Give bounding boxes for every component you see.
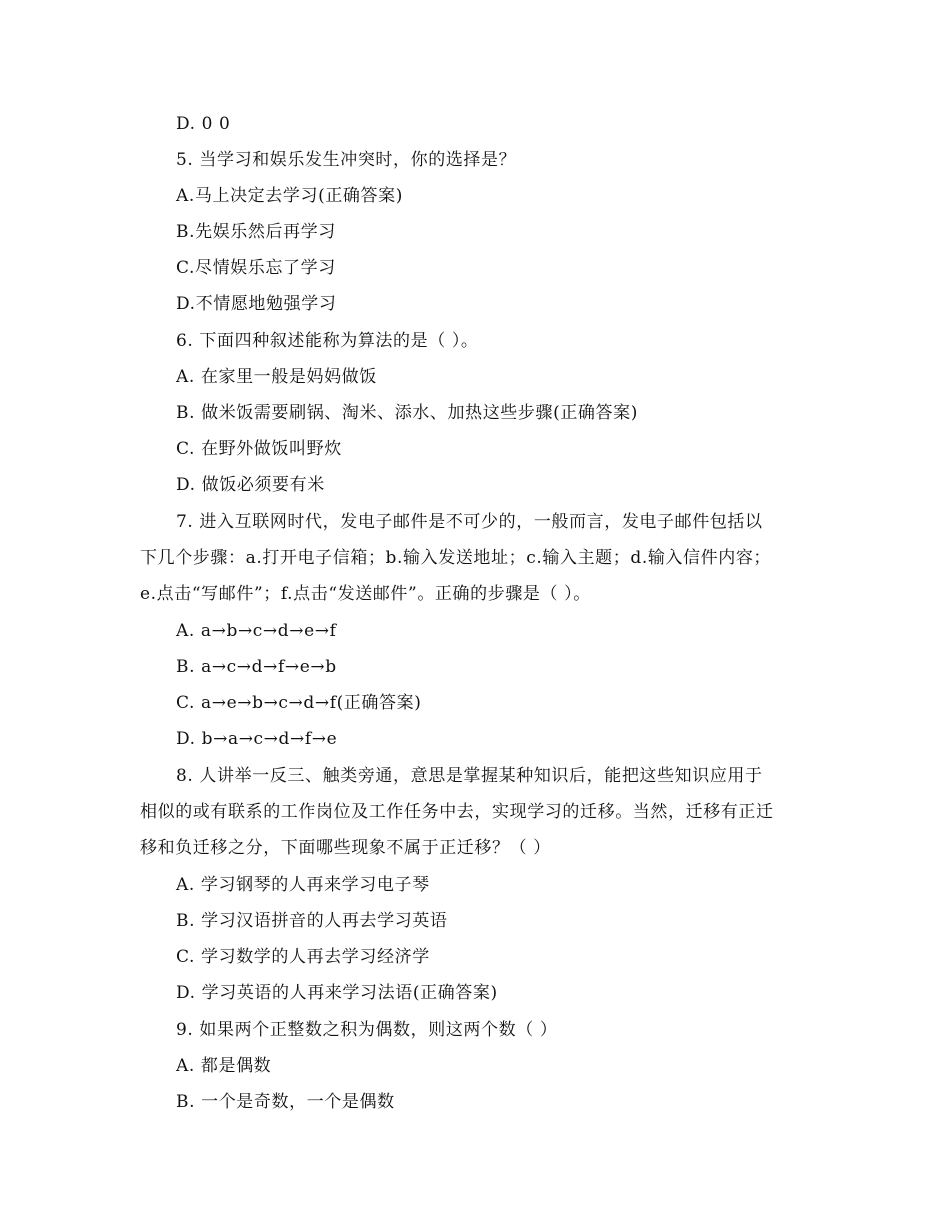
q5-question: 5. 当学习和娱乐发生冲突时，你的选择是？ bbox=[176, 150, 517, 170]
q7-option-b: B. a→c→d→f→e→b bbox=[176, 657, 337, 677]
q6-option-b: B. 做米饭需要刷锅、淘米、添水、加热这些步骤(正确答案) bbox=[176, 403, 638, 423]
q7-option-a: A. a→b→c→d→e→f bbox=[176, 621, 337, 641]
q9-option-b: B. 一个是奇数，一个是偶数 bbox=[176, 1092, 395, 1112]
q7-question-line-1: 7. 进入互联网时代，发电子邮件是不可少的，一般而言，发电子邮件包括以 bbox=[176, 512, 763, 532]
q8-option-d: D. 学习英语的人再来学习法语(正确答案) bbox=[176, 983, 498, 1003]
q7-option-d: D. b→a→c→d→f→e bbox=[176, 729, 338, 749]
q8-option-b: B. 学习汉语拼音的人再去学习英语 bbox=[176, 911, 448, 931]
q4-option-d: D. 0 0 bbox=[176, 114, 231, 134]
q6-option-a: A. 在家里一般是妈妈做饭 bbox=[176, 367, 377, 387]
q6-question: 6. 下面四种叙述能称为算法的是（ ）。 bbox=[176, 331, 479, 351]
q7-question-line-3: e.点击“写邮件”；f.点击“发送邮件”。正确的步骤是（ ）。 bbox=[140, 584, 591, 604]
q6-option-c: C. 在野外做饭叫野炊 bbox=[176, 439, 342, 459]
q8-question-line-1: 8. 人讲举一反三、触类旁通，意思是掌握某种知识后，能把这些知识应用于 bbox=[176, 766, 763, 786]
q5-option-c: C.尽情娱乐忘了学习 bbox=[176, 258, 336, 278]
q5-option-d: D.不情愿地勉强学习 bbox=[176, 294, 337, 314]
q8-question-line-3: 移和负迁移之分，下面哪些现象不属于正迁移？（ ） bbox=[140, 838, 551, 858]
q8-option-a: A. 学习钢琴的人再来学习电子琴 bbox=[176, 875, 430, 895]
q9-option-a: A. 都是偶数 bbox=[176, 1056, 272, 1076]
q5-option-b: B.先娱乐然后再学习 bbox=[176, 222, 336, 242]
q7-question-line-2: 下几个步骤：a.打开电子信箱；b.输入发送地址；c.输入主题；d.输入信件内容； bbox=[140, 548, 772, 568]
q7-option-c: C. a→e→b→c→d→f(正确答案) bbox=[176, 693, 422, 713]
q6-option-d: D. 做饭必须要有米 bbox=[176, 475, 325, 495]
q5-option-a: A.马上决定去学习(正确答案) bbox=[176, 186, 403, 206]
q8-question-line-2: 相似的或有联系的工作岗位及工作任务中去，实现学习的迁移。当然，迁移有正迁 bbox=[140, 802, 774, 822]
q9-question: 9. 如果两个正整数之积为偶数，则这两个数（ ） bbox=[176, 1020, 558, 1040]
q8-option-c: C. 学习数学的人再去学习经济学 bbox=[176, 947, 430, 967]
